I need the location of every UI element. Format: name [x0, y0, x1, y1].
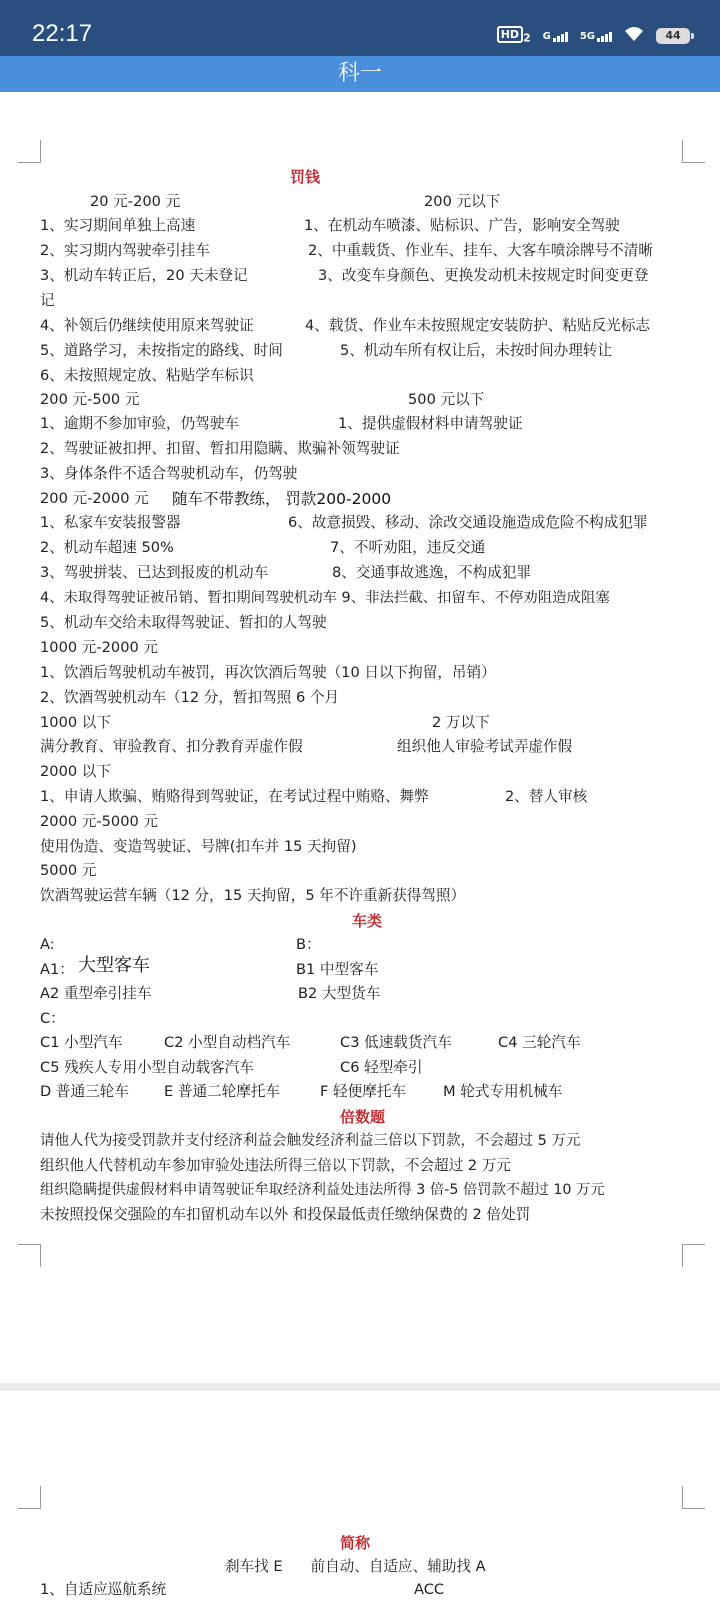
rule-line: 组织他人代替机动车参加审验处违法所得三倍以下罚款，不会超过 2 万元: [40, 1157, 511, 1174]
fine-range-heading: 200 元以下: [424, 193, 501, 210]
page-corner-mark: [682, 140, 705, 163]
fine-item: 3、身体条件不适合驾驶机动车，仍驾驶: [40, 465, 298, 482]
vehicle-class: A1：: [40, 961, 74, 978]
signal-icon-sim1: G: [543, 31, 568, 42]
fine-item: 2、机动车超速 50%: [40, 539, 174, 556]
fine-range-heading: 2000 以下: [40, 763, 111, 780]
fine-item: 4、补领后仍继续使用原来驾驶证: [40, 317, 254, 334]
page-corner-mark: [18, 140, 41, 163]
handwritten-note: 随车不带教练， 罚款200-2000: [172, 490, 392, 508]
fine-item: 8、交通事故逃逸，不构成犯罪: [332, 564, 532, 581]
page-separator: [0, 1383, 720, 1391]
section-heading-fines: 罚钱: [290, 168, 321, 186]
fine-range-heading: 1000 元-2000 元: [40, 639, 159, 656]
vehicle-class: D 普通三轮车: [40, 1083, 129, 1100]
page-corner-mark: [682, 1486, 705, 1509]
vehicle-class: C：: [40, 1010, 65, 1027]
fine-item: 1、提供虚假材料申请驾驶证: [338, 415, 523, 432]
fine-item: 5、机动车所有权让后，未按时间办理转让: [340, 342, 612, 359]
fine-item: 1、饮酒后驾驶机动车被罚，再次饮酒后驾驶（10 日以下拘留，吊销）: [40, 664, 496, 681]
section-heading-multiple: 倍数题: [340, 1108, 386, 1126]
vehicle-class: E 普通二轮摩托车: [164, 1083, 281, 1100]
fine-item: 1、申请人欺骗、贿赂得到驾驶证，在考试过程中贿赂、舞弊: [40, 788, 429, 805]
vehicle-class: C1 小型汽车: [40, 1034, 123, 1051]
vehicle-class: B：: [296, 936, 321, 953]
fine-item: 5、机动车交给未取得驾驶证、暂扣的人驾驶: [40, 614, 327, 631]
fine-item: 1、实习期间单独上高速: [40, 217, 196, 234]
page-corner-mark: [18, 1244, 41, 1267]
section-heading-abbr: 简称: [340, 1534, 371, 1552]
section-heading-vehicle: 车类: [352, 912, 383, 930]
hd-voice-icon: HD $_2$: [497, 27, 531, 45]
signal-icon-sim2: 5G: [580, 31, 612, 42]
status-time: 22:17: [32, 20, 93, 47]
fine-item-wrap: 记: [40, 292, 55, 309]
fine-item: 1、逾期不参加审验，仍驾驶车: [40, 415, 240, 432]
fine-item: 6、未按照规定放、粘贴学车标识: [40, 367, 254, 384]
rule-line: 请他人代为接受罚款并支付经济利益会触发经济利益三倍以下罚款，不会超过 5 万元: [40, 1133, 581, 1149]
fine-range-heading: 5000 元: [40, 862, 97, 879]
vehicle-class: A2 重型牵引挂车: [40, 985, 152, 1002]
fine-range-heading: 2000 元-5000 元: [40, 813, 159, 830]
fine-item: 2、驾驶证被扣押、扣留、暂扣用隐瞒、欺骗补领驾驶证: [40, 440, 400, 457]
fine-item: 2、替人审核: [505, 788, 588, 805]
fine-range-heading: 500 元以下: [408, 391, 485, 408]
fine-item: 3、机动车转正后，20 天未登记: [40, 267, 248, 284]
handwritten-note: 大型客车: [78, 955, 150, 976]
vehicle-class: C2 小型自动档汽车: [164, 1034, 291, 1051]
fine-item: 3、改变车身颜色、更换发动机未按规定时间变更登: [318, 267, 649, 284]
fine-item: 7、不听劝阻，违反交通: [330, 539, 486, 556]
fine-item: 满分教育、审验教育、扣分教育弄虚作假: [40, 738, 303, 755]
fine-item: 4、载货、作业车未按照规定安装防护、粘贴反光标志: [305, 317, 650, 334]
fine-range-heading: 20 元-200 元: [90, 193, 181, 210]
fine-item: 4、未取得驾驶证被吊销、暂扣期间驾驶机动车 9、非法拦截、扣留车、不停劝阻造成阻塞: [40, 590, 610, 606]
fine-range-heading: 2 万以下: [432, 714, 490, 731]
abbr-hint: 刹车找 E 前自动、自适应、辅助找 A: [225, 1558, 486, 1575]
battery-icon: 44: [656, 28, 690, 44]
vehicle-class: C6 轻型牵引: [340, 1059, 423, 1076]
fine-item: 使用伪造、变造驾驶证、号牌(扣车并 15 天拘留): [40, 838, 357, 855]
fine-item: 2、中重载货、作业车、挂车、大客车喷涂牌号不清晰: [308, 242, 653, 259]
vehicle-class: B1 中型客车: [296, 961, 379, 978]
abbr-item: 1、自适应巡航系统: [40, 1581, 167, 1598]
abbr-item: ACC: [414, 1581, 445, 1598]
fine-item: 组织他人审验考试弄虚作假: [397, 738, 573, 755]
fine-range-heading: 200 元-500 元: [40, 391, 140, 408]
fine-item: 3、驾驶拼装、已达到报废的机动车: [40, 564, 269, 581]
page-corner-mark: [18, 1486, 41, 1509]
vehicle-class: B2 大型货车: [298, 985, 381, 1002]
vehicle-class: C3 低速载货汽车: [340, 1034, 452, 1051]
fine-item: 1、私家车安装报警器: [40, 514, 181, 531]
fine-item: 5、道路学习，未按指定的路线、时间: [40, 342, 283, 359]
fine-item: 2、饮酒驾驶机动车（12 分，暂扣驾照 6 个月: [40, 689, 340, 706]
page-corner-mark: [682, 1244, 705, 1267]
vehicle-class: C4 三轮汽车: [498, 1034, 581, 1051]
fine-item: 饮酒驾驶运营车辆（12 分，15 天拘留，5 年不许重新获得驾照）: [40, 887, 466, 904]
vehicle-class: C5 残疾人专用小型自动载客汽车: [40, 1059, 254, 1076]
status-bar: [0, 0, 720, 56]
vehicle-class: M 轮式专用机械车: [443, 1083, 563, 1100]
vehicle-class: F 轻便摩托车: [320, 1083, 407, 1100]
status-icons: [497, 24, 690, 48]
wifi-icon: [624, 26, 644, 46]
fine-item: 1、在机动车喷漆、贴标识、广告，影响安全驾驶: [304, 217, 620, 234]
document-title[interactable]: 科一: [0, 56, 720, 92]
fine-range-heading: 200 元-2000 元: [40, 490, 149, 507]
fine-range-heading: 1000 以下: [40, 714, 111, 731]
rule-line: 未按照投保交强险的车扣留机动车以外 和投保最低责任缴纳保费的 2 倍处罚: [40, 1206, 531, 1223]
fine-item: 6、故意损毁、移动、涂改交通设施造成危险不构成犯罪: [288, 514, 648, 531]
vehicle-class: A:: [40, 936, 55, 953]
rule-line: 组织隐瞒提供虚假材料申请驾驶证牟取经济利益处违法所得 3 倍-5 倍罚款不超过 10 万元: [40, 1182, 605, 1198]
fine-item: 2、实习期内驾驶牵引挂车: [40, 242, 210, 259]
